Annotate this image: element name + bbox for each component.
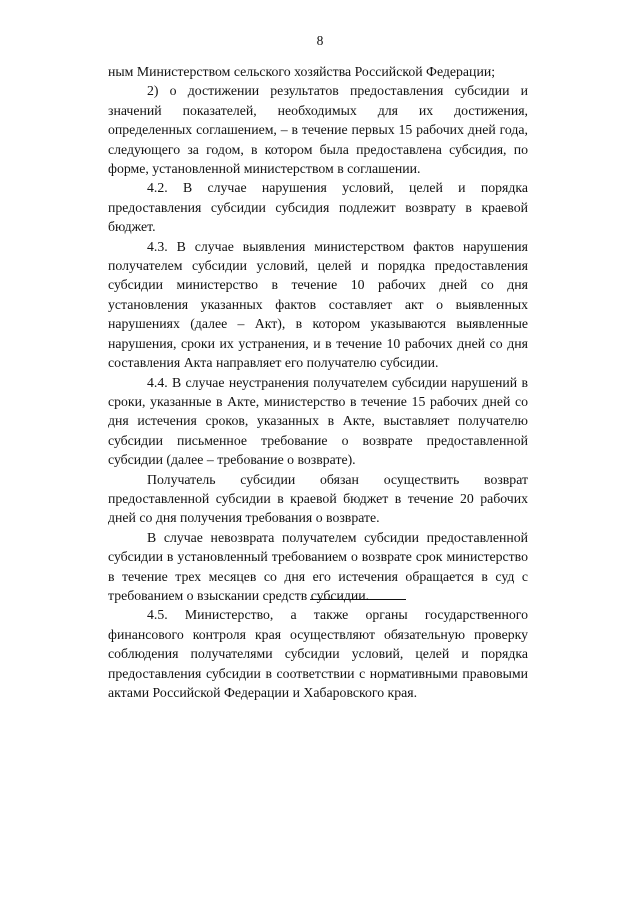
paragraph-4-5: 4.5. Министерство, а также органы государственного финансового контроля края осуществляют обязательную проверку соблюдения получателями субсидии условий, целей и порядка предоставления субсидии в соответствии с нормативными правовыми актами Российской Федерации и Хабаровского края. — [108, 607, 528, 700]
paragraph-4-4: 4.4. В случае неустранения получателем субсидии нарушений в сроки, указанные в Акте, министерство в течение 15 рабочих дней со дня истечения сроков, указанных в Акте, выставляет получателю субсидии письменное требование о возврате предоставленной субсидии (далее – требование о возврате). — [108, 374, 528, 468]
paragraph-recipient-obligation: Получатель субсидии обязан осуществить возврат предоставленной субсидии в краевой бюджет в течение 20 рабочих дней со дня получения требования о возврате. — [108, 471, 528, 526]
page-number: 8 — [316, 33, 324, 48]
document-body — [108, 62, 528, 702]
paragraph-4-3: 4.3. В случае выявления министерством фактов нарушения получателем субсидии условий, целей и порядка предоставления субсидии министерство в течение 10 рабочих дней со дня установления указанных фактов составляет акт о выявленных нарушениях (далее – Акт), в котором указываются выявленные нарушения, сроки их устранения, и в течение 10 рабочих дней со дня составления Акта направляет его получателю субсидии. — [108, 238, 528, 371]
end-of-document-rule — [310, 599, 406, 600]
paragraph-continuation: ным Министерством сельского хозяйства Российской Федерации; — [108, 64, 496, 79]
paragraph-non-return: В случае невозврата получателем субсидии предоставленной субсидии в установленный требованием о возврате срок министерство в течение трех месяцев со дня его истечения обращается в суд с требованием о взыскании средств субсидии. — [108, 529, 528, 603]
paragraph-item-2: 2) о достижении результатов предоставления субсидии и значений показателей, необходимых для их достижения, определенных соглашением, – в течение первых 15 рабочих дней года, следующего за годом, в котором была предоставлена субсидия, по форме, установленной министерством в соглашении. — [108, 83, 528, 177]
paragraph-4-2: 4.2. В случае нарушения условий, целей и порядка предоставления субсидии субсидия подлежит возврату в краевой бюджет. — [108, 180, 528, 235]
